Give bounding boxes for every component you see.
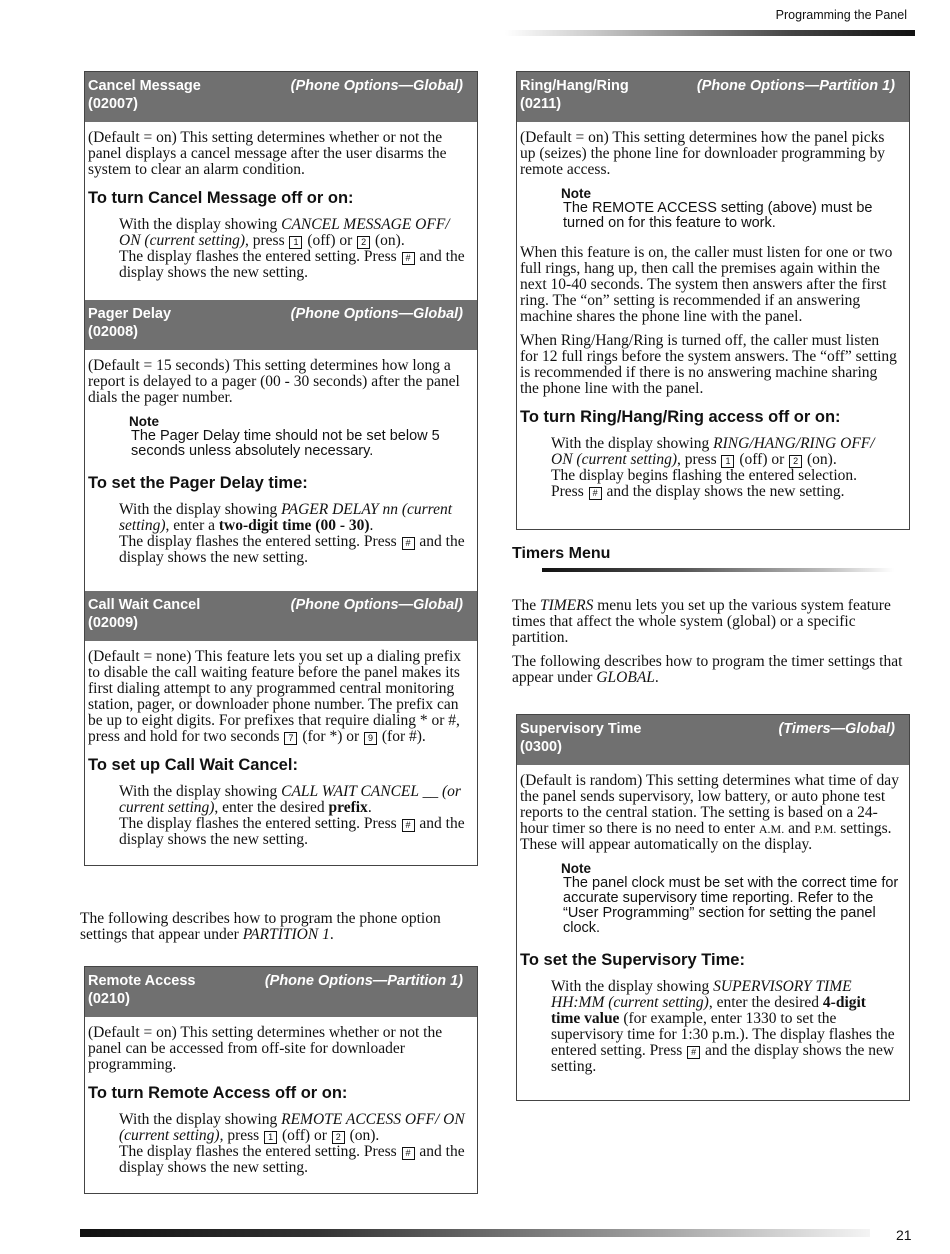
cancel-message-title: Cancel Message [88,78,201,94]
note-label: Note [561,186,591,201]
cancel-message-subheading: To turn Cancel Message off or on: [88,189,354,207]
pager-delay-subheading: To set the Pager Delay time: [88,474,308,492]
note-text: The panel clock must be set with the correct time for accurate supervisory time reporting. Refer to the “User Programming” section for setting the panel clock. [563,875,899,936]
supervisory-time-instructions: With the display showing SUPERVISORY TIME HH:MM (current setting), enter the desired 4-digit time value (for example, enter 1330 to set the supervisory time for 1:30 p.m.). The display flashes the entered setting. Press # and the display shows the new setting. [551,978,895,1075]
call-wait-cancel-title: Call Wait Cancel [88,597,201,613]
key-1-icon: 1 [264,1131,277,1144]
remote-access-box [84,966,478,1194]
cancel-message-description: (Default = on) This setting determines whether or not the panel displays a cancel message after the user disarms the system to clear an alarm condition. [88,129,447,178]
cancel-message-instructions: With the display showing CANCEL MESSAGE OFF/ ON (current setting), press 1 (off) or 2 (on). The display flashes the entered setting. Press # and the display shows the new setting. [119,216,465,281]
cancel-message-code: (02007) [88,96,138,112]
remote-access-description: (Default = on) This setting determines whether or not the panel can be accessed from off-site for downloader programming. [88,1024,443,1073]
supervisory-time-note [520,861,899,936]
ring-hang-ring-title: Ring/Hang/Ring [520,78,629,94]
timers-menu-intro: The TIMERS menu lets you set up the various system feature times that affect the whole system (global) or a specific partition. The following describes how to program the timer settings that appear under GLOBAL. [512,597,903,686]
pager-delay-header [85,300,477,350]
key-1-icon: 1 [721,455,734,468]
note-text: The REMOTE ACCESS setting (above) must be turned on for this feature to work. [563,200,873,231]
ring-hang-ring-description: (Default = on) This setting determines how the panel picks up (seizes) the phone line for downloader programming by remote access. [520,129,886,178]
remote-access-header [85,967,477,1017]
key-pound-icon: # [402,1147,415,1160]
timers-menu-heading: Timers Menu [512,545,611,562]
ring-hang-ring-category: (Phone Options—Partition 1) [696,78,895,94]
pager-delay-note [88,414,467,459]
ring-hang-ring-note [520,186,899,231]
pager-delay-description: (Default = 15 seconds) This setting determines how long a report is delayed to a pager (00 - 30 seconds) after the panel dials the pager number. [88,357,460,406]
call-wait-cancel-subheading: To set up Call Wait Cancel: [88,756,298,774]
pager-delay-category: (Phone Options—Global) [290,306,463,322]
call-wait-cancel-category: (Phone Options—Global) [290,597,463,613]
header-rule [505,30,915,36]
supervisory-time-category: (Timers—Global) [778,721,895,737]
ring-hang-ring-subheading: To turn Ring/Hang/Ring access off or on: [520,408,841,426]
timers-menu-rule [542,568,894,572]
call-wait-cancel-instructions: With the display showing CALL WAIT CANCEL __ (or current setting), enter the desired prefix. The display flashes the entered setting. Press # and the display shows the new setting. [119,783,465,848]
page-number: 21 [896,1227,912,1243]
key-9-icon: 9 [364,732,377,745]
note-label: Note [561,861,591,876]
pager-delay-instructions: With the display showing PAGER DELAY nn (current setting), enter a two-digit time (00 - 30). The display flashes the entered setting. Press # and the display shows the new setting. [119,501,465,566]
remote-access-subheading: To turn Remote Access off or on: [88,1084,348,1102]
pager-delay-code: (02008) [88,324,138,340]
supervisory-time-subheading: To set the Supervisory Time: [520,951,745,969]
call-wait-cancel-section [85,591,477,850]
key-pound-icon: # [687,1046,700,1059]
page-header-title: Programming the Panel [775,8,907,22]
partition-intro: The following describes how to program the phone option settings that appear under PARTITION 1. [80,910,441,943]
footer-rule [80,1229,870,1237]
key-pound-icon: # [589,487,602,500]
supervisory-time-header [517,715,909,765]
remote-access-code: (0210) [88,991,130,1007]
supervisory-time-description: (Default is random) This setting determines what time of day the panel sends supervisory, low battery, or auto phone test reports to the central station. The setting is based on a 24-hour timer so there is no need to enter A.M. and P.M. settings. These will appear automatically on the display. [520,772,899,853]
cancel-message-category: (Phone Options—Global) [290,78,463,94]
supervisory-time-title: Supervisory Time [520,721,642,737]
remote-access-category: (Phone Options—Partition 1) [264,973,463,989]
remote-access-title: Remote Access [88,973,196,989]
key-2-icon: 2 [332,1131,345,1144]
supervisory-time-code: (0300) [520,739,562,755]
key-pound-icon: # [402,537,415,550]
key-pound-icon: # [402,252,415,265]
ring-hang-ring-code: (0211) [520,96,562,112]
call-wait-cancel-description: (Default = none) This feature lets you set up a dialing prefix to disable the call waiting feature before the panel makes its first dialing attempt to any programmed central monitoring station, pager, or downloader phone number. The prefix can be up to eight digits. For prefixes that require dialing * or #, press and hold for two seconds 7 (for *) or 9 (for #). [88,648,462,745]
cancel-message-header [85,72,477,122]
pager-delay-section [85,300,477,591]
ring-hang-ring-instructions: With the display showing RING/HANG/RING OFF/ ON (current setting), press 1 (off) or 2 (on). The display begins flashing the entered selection. Press # and the display shows the new setting. [551,435,875,500]
key-2-icon: 2 [789,455,802,468]
call-wait-cancel-header [85,591,477,641]
key-2-icon: 2 [357,236,370,249]
supervisory-time-box [516,714,910,1101]
ring-hang-ring-header [517,72,909,122]
ring-hang-ring-box [516,71,910,530]
remote-access-instructions: With the display showing REMOTE ACCESS OFF/ ON (current setting), press 1 (off) or 2 (on). The display flashes the entered setting. Press # and the display shows the new setting. [119,1111,465,1176]
cancel-message-section [85,72,477,300]
pager-delay-title: Pager Delay [88,306,172,322]
ring-hang-ring-para-off: When Ring/Hang/Ring is turned off, the caller must listen for 12 full rings before the system answers. The “off” setting is recommended if there is no answering machine sharing the phone line with the panel. [520,332,897,397]
phone-options-global-box [84,71,478,866]
key-7-icon: 7 [284,732,297,745]
call-wait-cancel-code: (02009) [88,615,138,631]
note-label: Note [129,414,159,429]
note-text: The Pager Delay time should not be set below 5 seconds unless absolutely necessary. [131,428,440,459]
key-1-icon: 1 [289,236,302,249]
key-pound-icon: # [402,819,415,832]
ring-hang-ring-para-on: When this feature is on, the caller must listen for one or two full rings, hang up, then call the premises again within the next 10-40 seconds. The system then answers after the first ring. The “on” setting is recommended if an answering machine shares the phone line with the panel. [520,244,893,325]
